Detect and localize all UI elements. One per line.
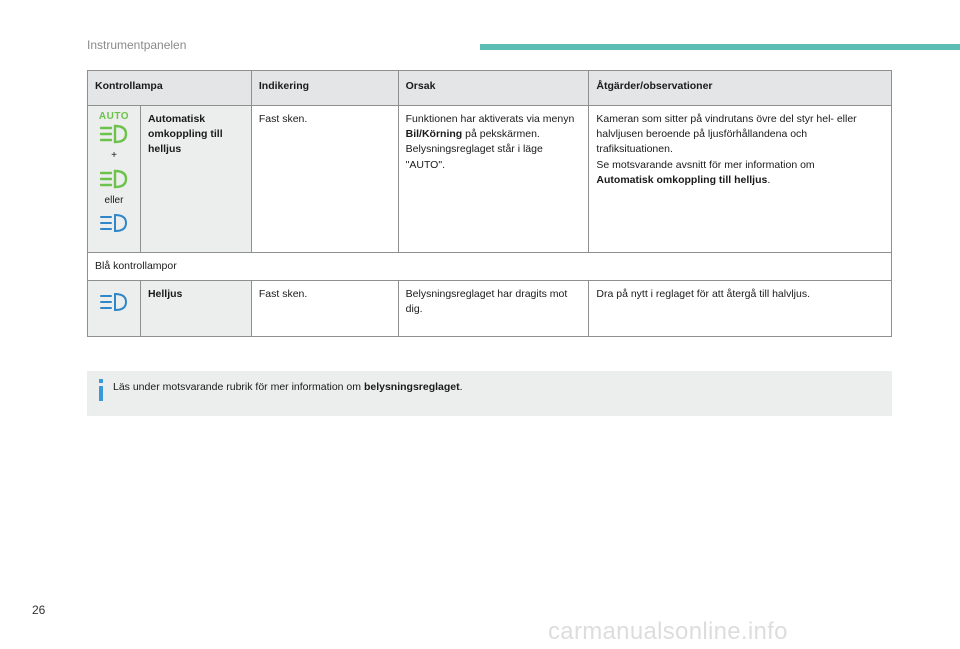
action-cell	[589, 106, 892, 253]
high-beam-blue-icon	[98, 212, 130, 234]
group-label: Blå kontrollampor	[88, 253, 892, 281]
info-icon	[96, 379, 106, 401]
column-header-indication: Indikering	[251, 71, 398, 106]
note-period: .	[459, 381, 463, 393]
menu-path: Bil/Körning	[405, 128, 463, 141]
cause-text: Funktionen har aktiverats via menyn	[405, 113, 575, 125]
action-period: .	[767, 173, 771, 186]
table-header-row	[88, 71, 892, 106]
high-beam-blue-icon	[98, 291, 130, 313]
cause-text-end: på pekskärmen.	[462, 128, 540, 141]
lamp-name: Automatisk omkoppling till helljus	[140, 106, 251, 253]
table-row	[88, 281, 892, 337]
note-reference: belysningsreglaget	[363, 381, 460, 393]
indication-cell: Fast sken.	[251, 106, 398, 253]
plus-sign: +	[111, 150, 117, 161]
note-text-body: Läs under motsvarande rubrik för mer information om	[113, 381, 364, 393]
warning-lamp-table	[87, 70, 892, 337]
column-header-actions: Åtgärder/observationer	[589, 71, 892, 106]
column-header-lamp: Kontrollampa	[88, 71, 252, 106]
indication-cell: Fast sken.	[251, 281, 398, 337]
cause-text-2: Belysningsreglaget står i läge "AUTO".	[405, 143, 543, 171]
high-beam-green-icon	[98, 168, 130, 190]
watermark: carmanualsonline.info	[548, 618, 788, 645]
action-cell: Dra på nytt i reglaget för att återgå till halvljus.	[589, 281, 892, 337]
note-text	[113, 381, 463, 393]
page-number: 26	[32, 603, 46, 617]
auto-high-beam-green-icon	[98, 123, 130, 145]
section-accent-bar	[480, 44, 960, 50]
auto-label: AUTO	[98, 111, 130, 122]
action-text-2: Se motsvarande avsnitt för mer information om	[596, 158, 815, 171]
column-header-cause: Orsak	[398, 71, 589, 106]
or-label: eller	[104, 194, 124, 206]
lamp-icon-cell	[88, 106, 141, 253]
lamp-icon-cell	[88, 281, 141, 337]
cause-cell: Belysningsreglaget har dragits mot dig.	[398, 281, 589, 337]
cause-cell	[398, 106, 589, 253]
table-row	[88, 106, 892, 253]
group-label-row	[88, 253, 892, 281]
lamp-name: Helljus	[140, 281, 251, 337]
action-text: Kameran som sitter på vindrutans övre del styr hel- eller halvljusen beroende på ljusförhållandena och trafiksituationen.	[596, 113, 857, 156]
info-note	[87, 371, 892, 416]
section-title: Instrumentpanelen	[87, 38, 187, 52]
action-reference: Automatisk omkoppling till helljus	[596, 173, 768, 186]
